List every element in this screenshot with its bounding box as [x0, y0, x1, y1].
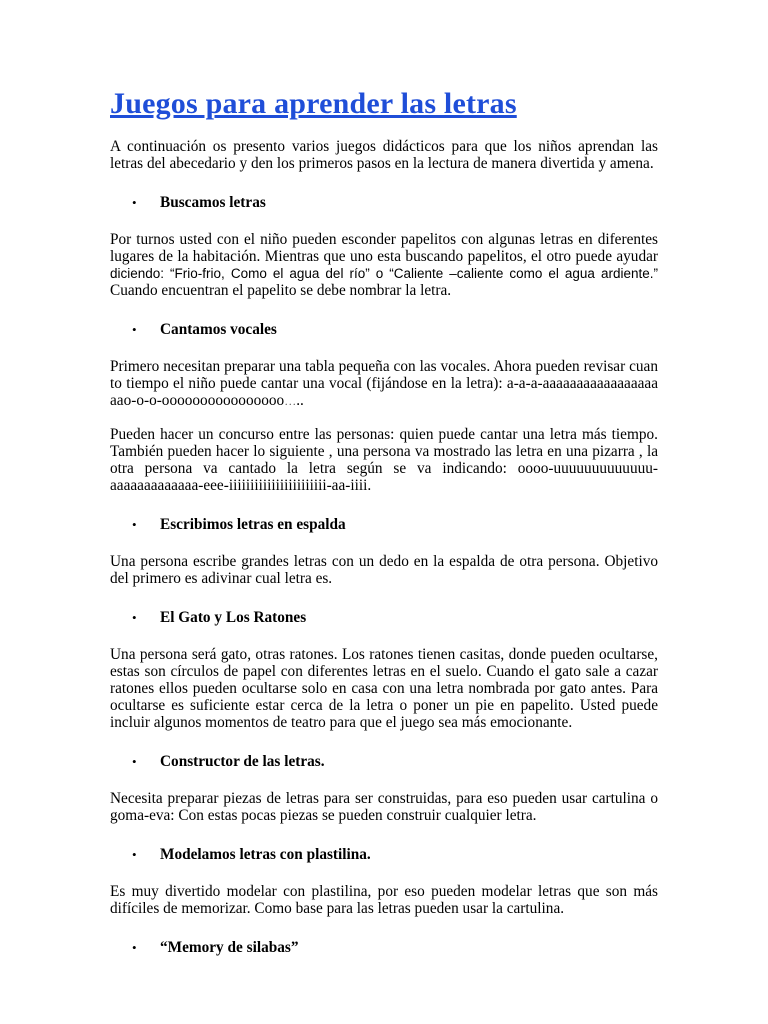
paragraph-quote-text: diciendo: “Frio-frio, Como el agua del río” o “Caliente –caliente como el agua ardiente.” [110, 266, 658, 281]
bullet-heading-modelamos [110, 846, 658, 863]
bullet-icon: • [132, 847, 137, 862]
bullet-icon: • [132, 195, 137, 210]
section-heading: Constructor de las letras. [160, 753, 325, 770]
page-title: Juegos para aprender las letras [110, 87, 517, 120]
paragraph-text: Cuando encuentran el papelito se debe nombrar la letra. [110, 282, 452, 299]
bullet-heading-cantamos-vocales [110, 321, 658, 338]
section-heading: Buscamos letras [160, 194, 266, 211]
bullet-icon: • [132, 322, 137, 337]
section-paragraph [110, 358, 658, 410]
intro-paragraph: A continuación os presento varios juegos didácticos para que los niños aprendan las letras del abecedario y den los primeros pasos en la lectura de manera divertida y amena. [110, 138, 658, 172]
section-heading: Escribimos letras en espalda [160, 516, 346, 533]
paragraph-text: Primero necesitan preparar una tabla pequeña con las vocales. Ahora pueden revisar cuanto tiempo el niño puede cantar una vocal (fijándose en la letra): a-a-a-aaaaaaaaaaaaaaaaaaao-o-o-oooooooooooooooo [110, 358, 658, 409]
section-heading: El Gato y Los Ratones [160, 609, 307, 626]
section-heading: “Memory de silabas” [160, 939, 299, 956]
bullet-icon: • [132, 517, 137, 532]
ellipsis-text: … [284, 394, 297, 408]
section-paragraph: Pueden hacer un concurso entre las personas: quien puede cantar una letra más tiempo. También pueden hacer lo siguiente , una persona va mostrado las letra en una pizarra , la otra persona va cantado la letra según se va indicando: oooo-uuuuuuuuuuuuu-aaaaaaaaaaaaa-eee-iiiiiiiiiiiiiiiiiiiiiii-aa-iiii. [110, 426, 658, 494]
section-paragraph: Es muy divertido modelar con plastilina, por eso pueden modelar letras que son más difíciles de memorizar. Como base para las letras pueden usar la cartulina. [110, 883, 658, 917]
bullet-icon: • [132, 610, 137, 625]
paragraph-text: .. [296, 392, 304, 409]
bullet-icon: • [132, 754, 137, 769]
bullet-heading-buscamos-letras [110, 194, 658, 211]
section-paragraph [110, 231, 658, 299]
section-heading: Cantamos vocales [160, 321, 277, 338]
bullet-heading-gato-ratones [110, 609, 658, 626]
paragraph-text: Por turnos usted con el niño pueden esconder papelitos con algunas letras en diferentes lugares de la habitación. Mientras que uno esta buscando papelitos, el otro puede ayudar [110, 231, 658, 265]
bullet-icon: • [132, 940, 137, 955]
section-paragraph: Una persona será gato, otras ratones. Los ratones tienen casitas, donde pueden ocultarse, estas son círculos de papel con diferentes letras en el suelo. Cuando el gato sale a cazar ratones ellos pueden ocultarse solo en casa con una letra nombrada por gato antes. Para ocultarse es suficiente estar cerca de la letra o poner un pie en papelito. Usted puede incluir algunos momentos de teatro para que el juego sea más emocionante. [110, 646, 658, 731]
bullet-heading-constructor [110, 753, 658, 770]
bullet-heading-escribimos-letras [110, 516, 658, 533]
bullet-heading-memory [110, 939, 658, 956]
section-heading: Modelamos letras con plastilina. [160, 846, 371, 863]
section-paragraph: Necesita preparar piezas de letras para ser construidas, para eso pueden usar cartulina o goma-eva: Con estas pocas piezas se pueden construir cualquier letra. [110, 790, 658, 824]
section-paragraph: Una persona escribe grandes letras con un dedo en la espalda de otra persona. Objetivo del primero es adivinar cual letra es. [110, 553, 658, 587]
